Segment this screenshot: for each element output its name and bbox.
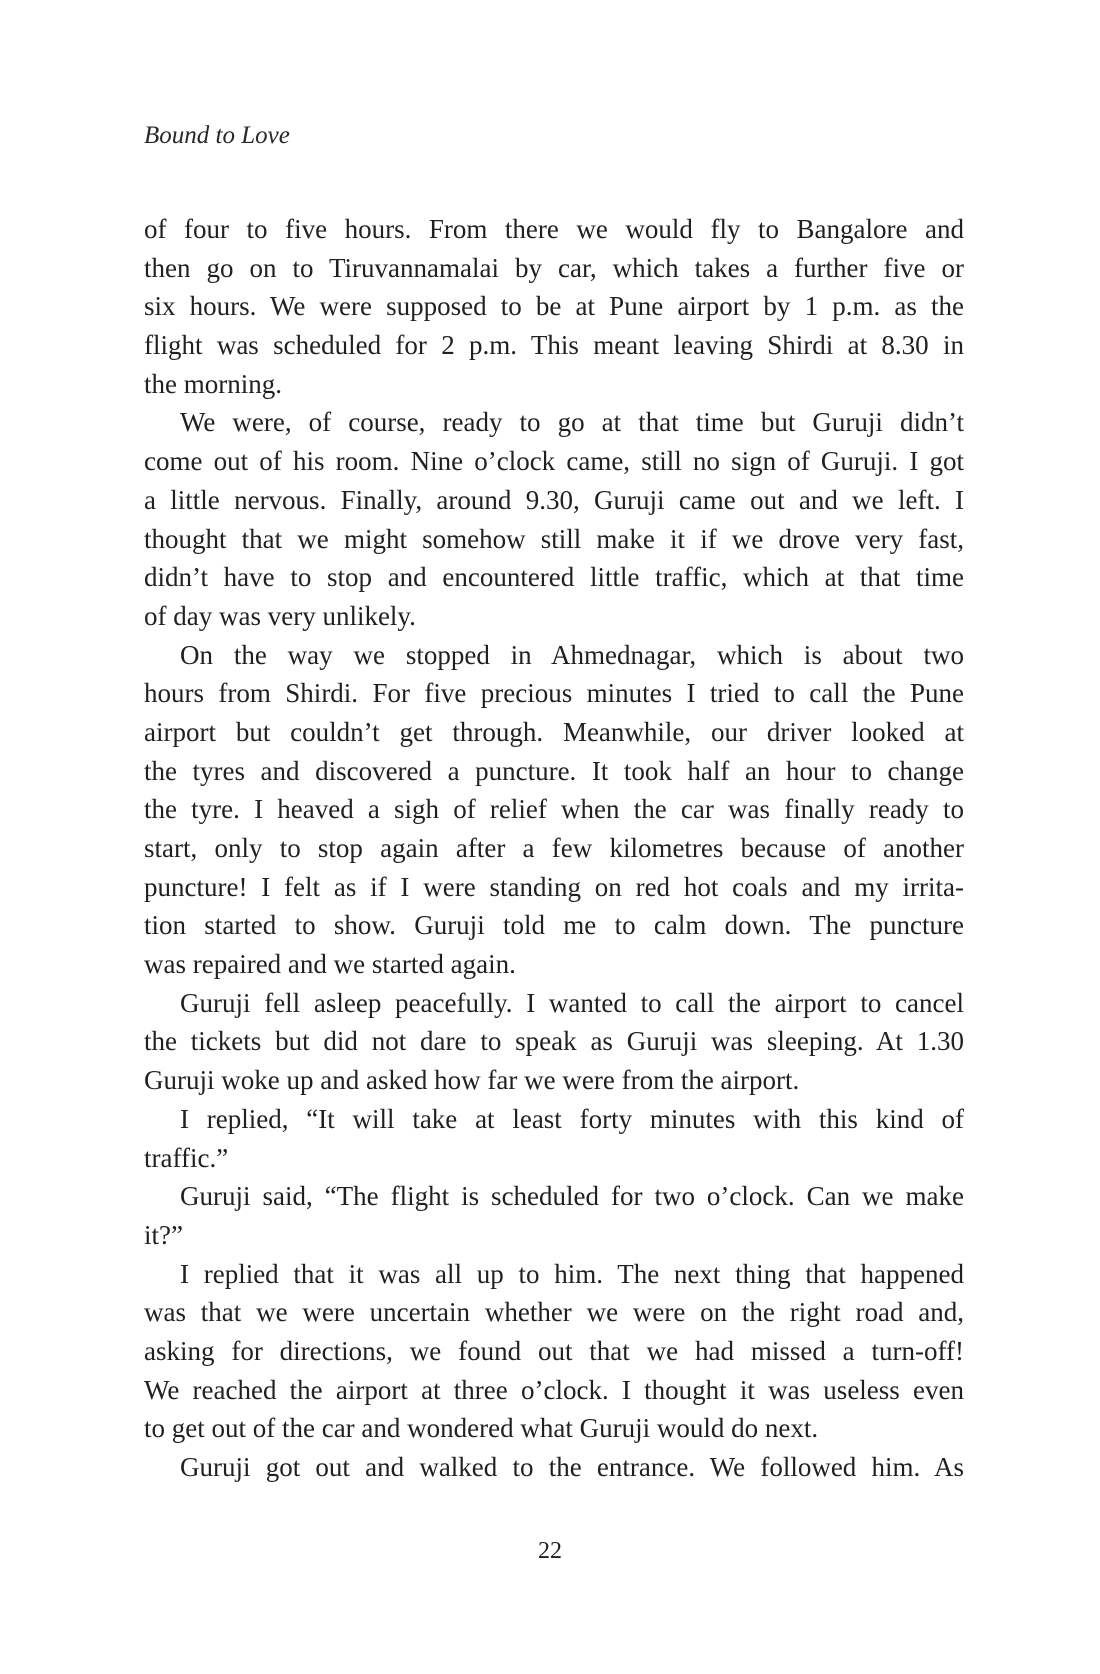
text-line: On the way we stopped in Ahmednagar, which is about two (180, 639, 964, 670)
text-line: asking for directions, we found out that we had missed a turn-off! (144, 1335, 964, 1366)
text-line: traffic.” (144, 1142, 229, 1173)
text-line: We were, of course, ready to go at that time but Guruji didn’t (180, 407, 964, 438)
text-line: the tickets but did not dare to speak as Guruji was sleeping. At 1.30 (144, 1026, 964, 1057)
text-line: puncture! I felt as if I were standing on red hot coals and my irrita- (144, 871, 964, 902)
text-line: thought that we might somehow still make it if we drove very fast, (144, 523, 964, 554)
text-line: tion started to show. Guruji told me to calm down. The puncture (144, 910, 964, 941)
text-line: We reached the airport at three o’clock. I thought it was useless even (144, 1374, 964, 1405)
text-line: I replied that it was all up to him. The next thing that happened (180, 1258, 964, 1289)
text-line: it?” (144, 1219, 183, 1250)
text-line: a little nervous. Finally, around 9.30, Guruji came out and we left. I (144, 484, 964, 515)
running-head: Bound to Love (144, 122, 290, 149)
text-line: Guruji fell asleep peacefully. I wanted to call the airport to cancel (180, 987, 964, 1018)
text-line: the tyres and discovered a puncture. It took half an hour to change (144, 755, 964, 786)
text-line: was that we were uncertain whether we were on the right road and, (144, 1297, 964, 1328)
text-line: hours from Shirdi. For five precious minutes I tried to call the Pune (144, 678, 964, 709)
page-number: 22 (538, 1538, 562, 1564)
text-line: of four to five hours. From there we would fly to Bangalore and (144, 214, 964, 244)
text-line: flight was scheduled for 2 p.m. This meant leaving Shirdi at 8.30 in (144, 330, 964, 361)
text-line: then go on to Tiruvannamalai by car, which takes a further five or (144, 252, 964, 283)
text-line: I replied, “It will take at least forty minutes with this kind of (180, 1103, 964, 1134)
text-line: six hours. We were supposed to be at Pune airport by 1 p.m. as the (144, 291, 964, 322)
text-line: didn’t have to stop and encountered little traffic, which at that time (144, 562, 964, 593)
text-line: airport but couldn’t get through. Meanwhile, our driver looked at (144, 716, 964, 747)
text-line: come out of his room. Nine o’clock came, still no sign of Guruji. I got (144, 446, 964, 477)
text-line: was repaired and we started again. (144, 949, 516, 980)
text-line: to get out of the car and wondered what Guruji would do next. (144, 1413, 819, 1444)
text-line: start, only to stop again after a few kilometres because of another (144, 833, 964, 863)
text-line: Guruji got out and walked to the entrance. We followed him. As (180, 1452, 964, 1482)
text-line: the tyre. I heaved a sigh of relief when the car was finally ready to (144, 794, 964, 825)
body-text (144, 210, 964, 1487)
text-line: of day was very unlikely. (144, 600, 416, 631)
text-line: the morning. (144, 368, 282, 399)
text-line: Guruji woke up and asked how far we were from the airport. (144, 1065, 800, 1096)
text-line: Guruji said, “The flight is scheduled for two o’clock. Can we make (180, 1181, 964, 1212)
